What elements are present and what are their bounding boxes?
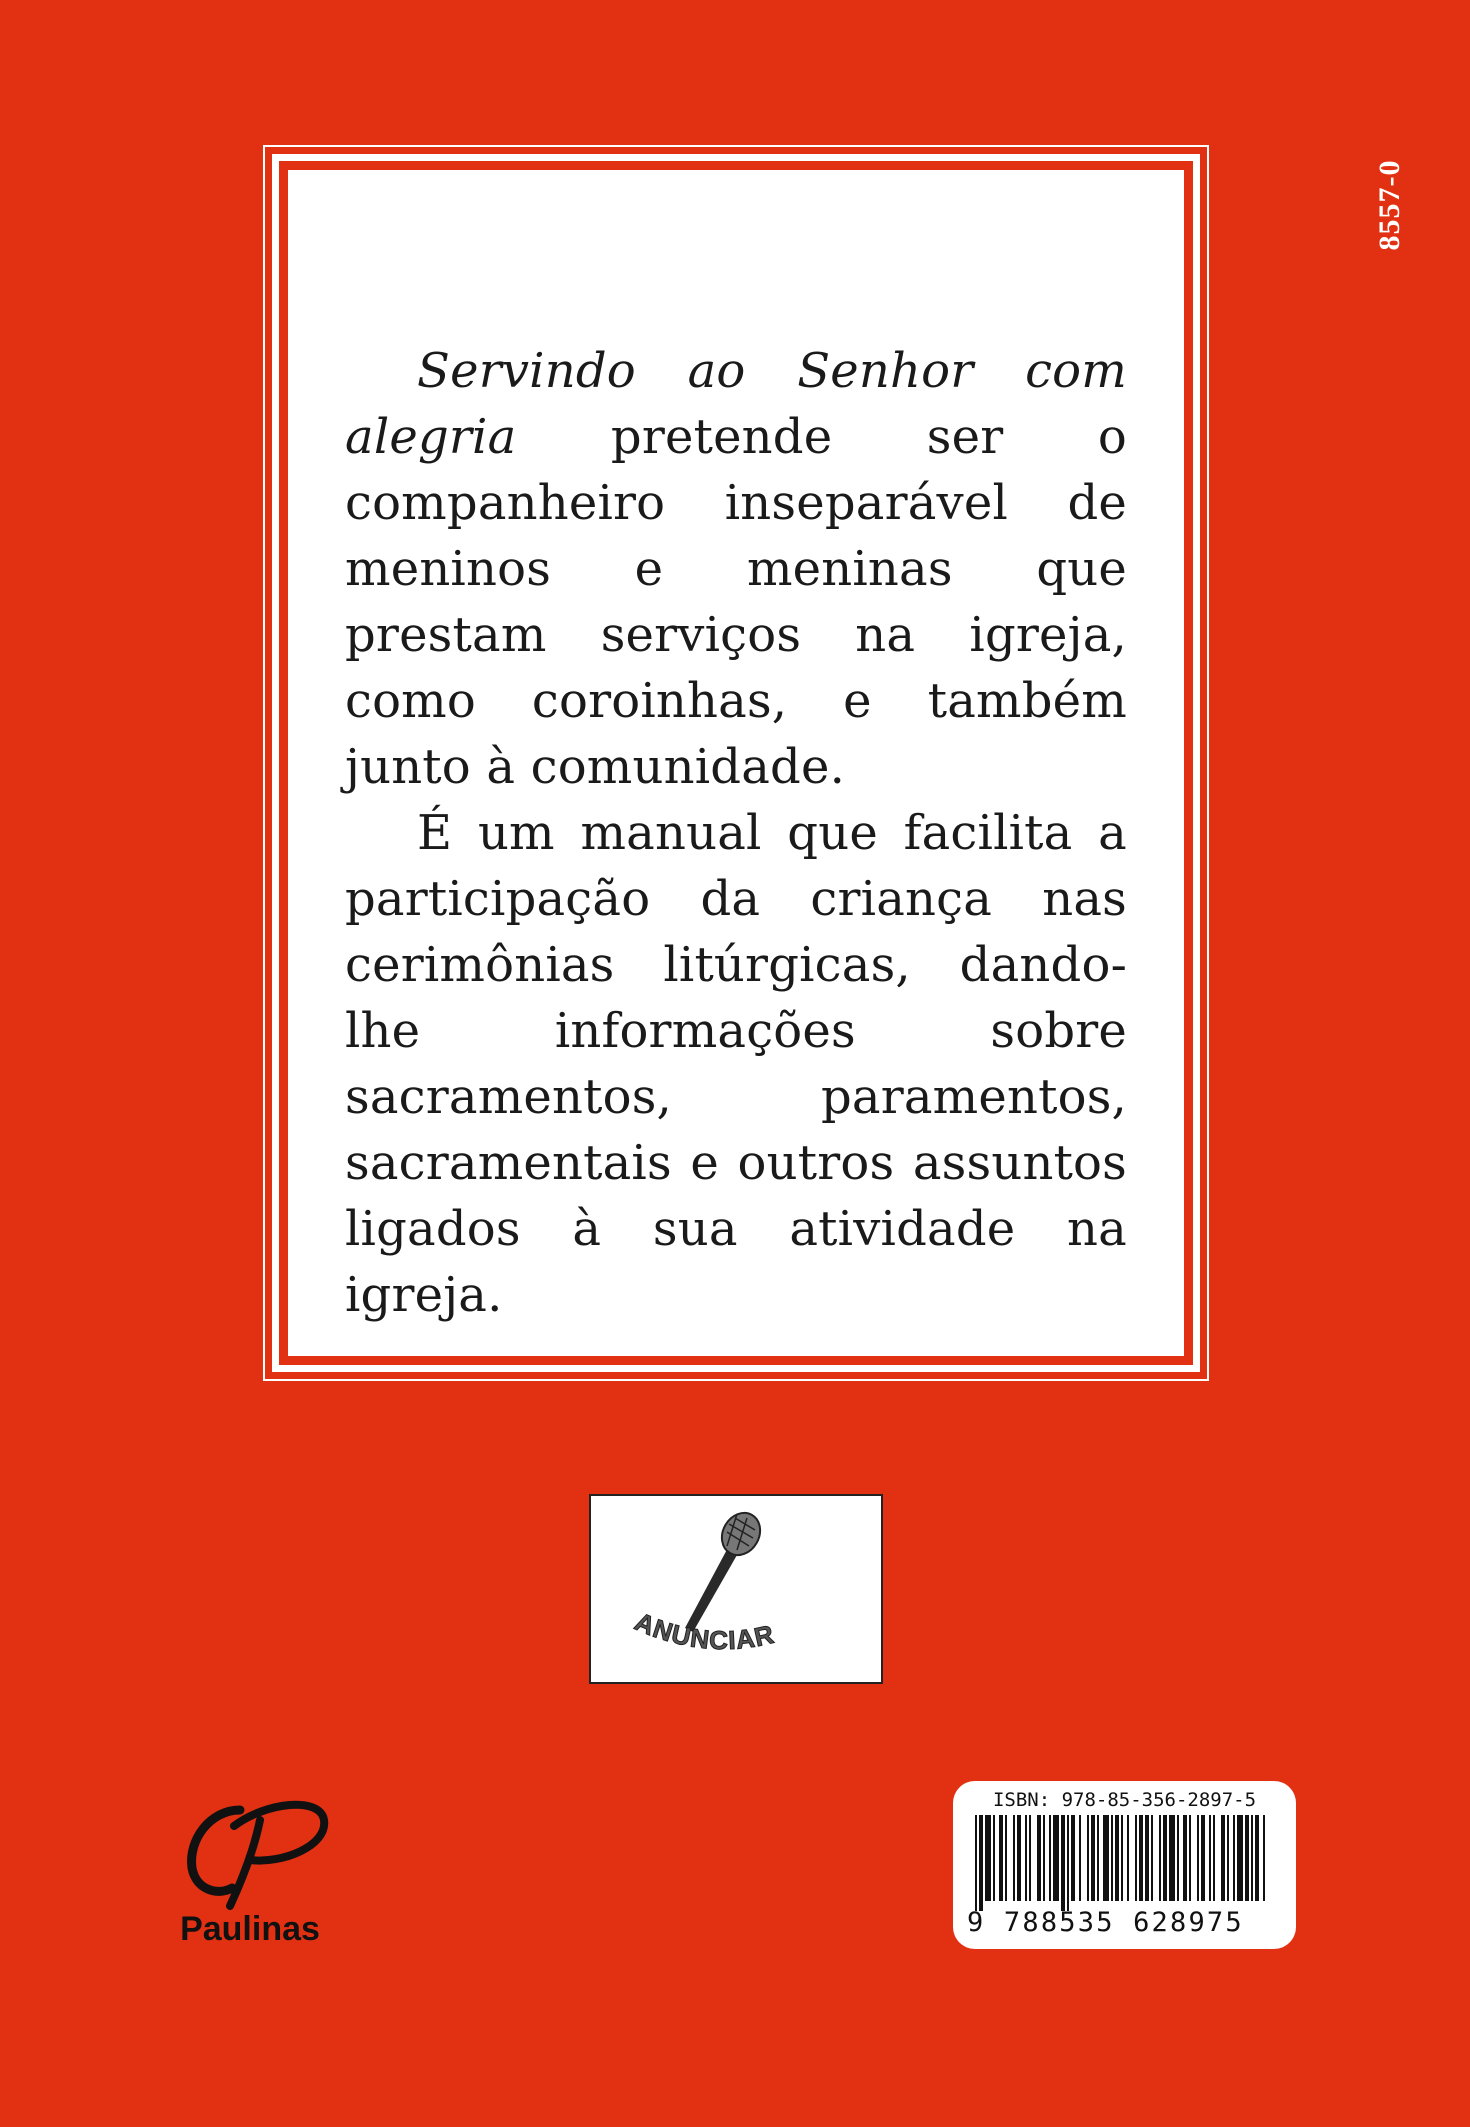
barcode-bar (1079, 1815, 1081, 1901)
barcode-bar (1049, 1815, 1051, 1901)
paulinas-logo-icon (170, 1780, 340, 1910)
barcode-bar (1043, 1815, 1045, 1901)
barcode-bar (1201, 1815, 1205, 1901)
barcode-bar (1111, 1815, 1113, 1901)
barcode-bar (1227, 1815, 1229, 1901)
barcode-bar (1189, 1815, 1191, 1901)
barcode-bar (993, 1815, 995, 1901)
barcode-bar (1087, 1815, 1089, 1901)
barcode-bar (1071, 1815, 1075, 1901)
publisher-name: Paulinas (180, 1910, 320, 1948)
isbn-label: ISBN: 978-85-356-2897-5 (992, 1789, 1257, 1811)
barcode-bar (1151, 1815, 1153, 1901)
barcode-bar (1139, 1815, 1143, 1901)
barcode-bar (1037, 1815, 1041, 1901)
barcode-bar (985, 1815, 991, 1901)
barcode-digits: 9 788535 628975 (967, 1907, 1244, 1938)
barcode-bar (1091, 1815, 1095, 1901)
barcode-bar (1221, 1815, 1225, 1901)
barcode-bar (1245, 1815, 1249, 1901)
barcode-bar (1159, 1815, 1161, 1901)
barcode-bar (1029, 1815, 1031, 1901)
blurb-paragraph-1-rest: pretende ser o companheiro inseparável de meninos e meninas que prestam serviços na igreja, como coroinhas, e também junto à comunidade. (345, 409, 1127, 795)
barcode-bar (975, 1815, 977, 1911)
barcode-bar (1169, 1815, 1175, 1901)
barcode-bar (999, 1815, 1003, 1901)
publisher-logo (170, 1780, 340, 1960)
barcode-bar (1127, 1815, 1129, 1901)
microphone-icon (591, 1496, 881, 1682)
barcode-bar (1233, 1815, 1235, 1901)
anunciar-stamp (589, 1494, 883, 1684)
barcode-bars (975, 1815, 1275, 1911)
barcode-bar (1197, 1815, 1199, 1901)
barcode-bar (1237, 1815, 1243, 1901)
barcode-bar (1121, 1815, 1123, 1901)
barcode-bar (1115, 1815, 1119, 1901)
barcode-bar (1213, 1815, 1215, 1901)
barcode-bar (1163, 1815, 1167, 1901)
barcode-bar (1209, 1815, 1211, 1901)
barcode-bar (1177, 1815, 1179, 1901)
blurb-text (345, 338, 1127, 1328)
barcode-bar (1053, 1815, 1059, 1901)
isbn-barcode (953, 1781, 1296, 1949)
barcode-bar (1005, 1815, 1007, 1901)
barcode-bar (1255, 1815, 1259, 1901)
barcode-bar (979, 1815, 983, 1911)
barcode-bar (1263, 1815, 1265, 1901)
barcode-bar (1251, 1815, 1253, 1901)
book-title: Servindo ao Senhor com alegria (345, 343, 1127, 465)
barcode-bar (1135, 1815, 1137, 1901)
barcode-bar (1183, 1815, 1187, 1901)
blurb-paragraph-2: É um manual que facilita a participação da criança nas cerimônias litúrgicas, dando-lhe informações sobre sacramentos, paramentos, sacramentais e outros assuntos ligados à sua atividade na igreja. (345, 805, 1127, 1323)
barcode-bar (1025, 1815, 1027, 1901)
barcode-bar (1061, 1815, 1065, 1911)
blurb-paragraph-1 (345, 338, 1127, 800)
barcode-bar (1067, 1815, 1069, 1911)
stamp-label: ANUNCIAR (630, 1606, 778, 1656)
svg-text:ANUNCIAR (631, 1606, 777, 1655)
barcode-bar (1145, 1815, 1149, 1901)
barcode-bar (1103, 1815, 1109, 1901)
barcode-bar (1013, 1815, 1015, 1901)
barcode-bar (1097, 1815, 1099, 1901)
spine-code: 8557-0 (1373, 159, 1406, 251)
barcode-bar (1017, 1815, 1021, 1901)
